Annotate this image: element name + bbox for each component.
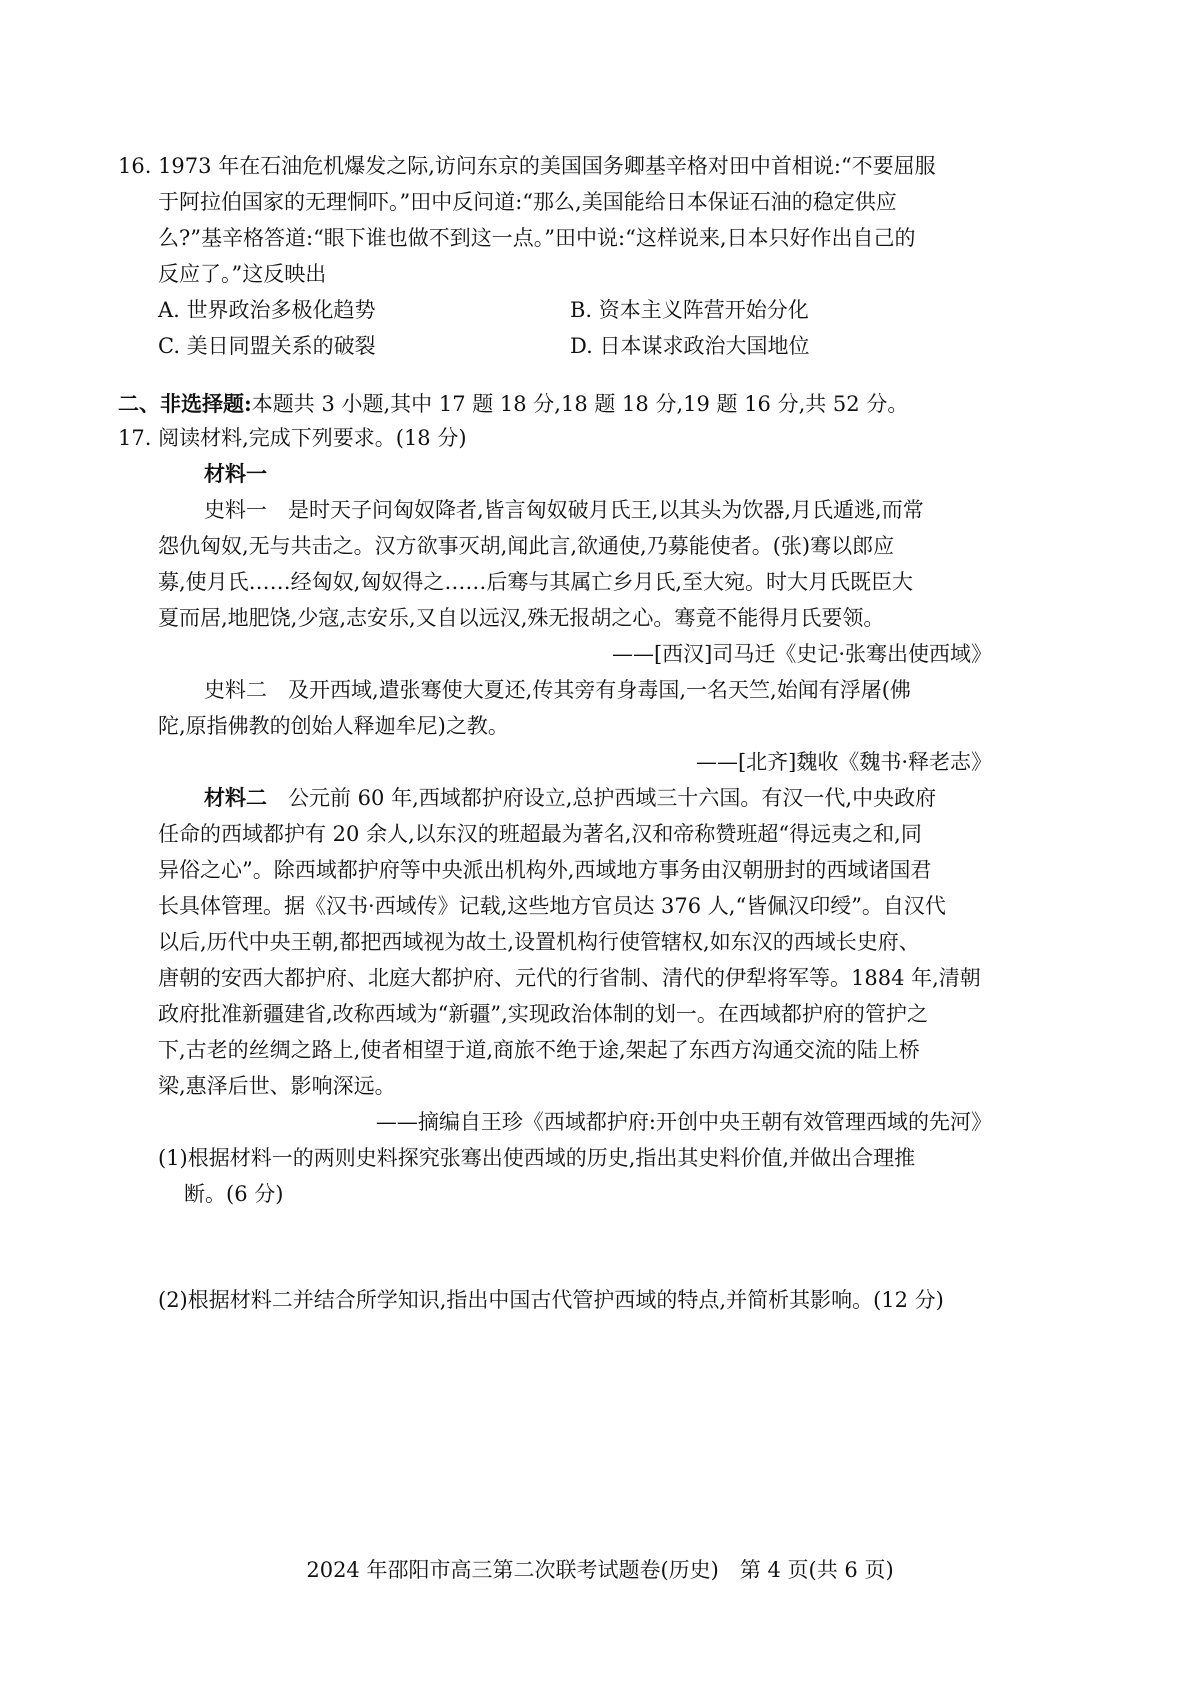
material-2-line-1 [204, 780, 936, 816]
material-2-line-3: 异俗之心”。除西域都护府等中央派出机构外,西域地方事务由汉朝册封的西域诸国君 [158, 858, 932, 882]
source-2-line-1: 史料二 及开西域,遣张骞使大夏还,传其旁有身毒国,一名天竺,始闻有浮屠(佛 [204, 678, 911, 702]
q16-stem-line-4: 反应了。”这反映出 [158, 262, 327, 286]
q16-stem-line-1: 16. 1973 年在石油危机爆发之际,访问东京的美国国务卿基辛格对田中首相说:“不要屈服 [118, 154, 936, 178]
subquestion-1-line-2: 断。(6 分) [184, 1182, 284, 1206]
material-1-title: 材料一 [204, 461, 267, 486]
page-footer: 2024 年邵阳市高三第二次联考试题卷(历史) 第 4 页(共 6 页) [306, 1558, 894, 1582]
section-2-label: 二、非选择题: [118, 391, 252, 416]
source-2-line-2: 陀,原指佛教的创始人释迦牟尼)之教。 [158, 714, 509, 738]
material-2-line-2: 任命的西域都护有 20 余人,以东汉的班超最为著名,汉和帝称赞班超“得远夷之和,同 [158, 822, 922, 846]
source-1-line-2: 怨仇匈奴,无与共击之。汉方欲事灭胡,闻此言,欲通使,乃募能使者。(张)骞以郎应 [158, 534, 895, 558]
source-1-line-1: 史料一 是时天子问匈奴降者,皆言匈奴破月氏王,以其头为饮器,月氏遁逃,而常 [204, 498, 924, 522]
q17-title: 17. 阅读材料,完成下列要求。(18 分) [118, 426, 467, 450]
q16-option-a: A. 世界政治多极化趋势 [158, 298, 376, 322]
section-2-description: 本题共 3 小题,其中 17 题 18 分,18 题 18 分,19 题 16 分,共 52 分。 [251, 392, 909, 416]
material-2-line-4: 长具体管理。据《汉书·西域传》记载,这些地方官员达 376 人,“皆佩汉印绶”。自汉代 [158, 894, 946, 918]
material-2-text-1: 公元前 60 年,西域都护府设立,总护西域三十六国。有汉一代,中央政府 [288, 786, 937, 810]
q16-stem-line-2: 于阿拉伯国家的无理恫吓。”田中反问道:“那么,美国能给日本保证石油的稳定供应 [158, 190, 897, 214]
q16-stem-line-3: 么?”基辛格答道:“眼下谁也做不到这一点。”田中说:“这样说来,日本只好作出自己的 [158, 226, 916, 250]
material-2-line-6: 唐朝的安西大都护府、北庭大都护府、元代的行省制、清代的伊犁将军等。1884 年,清朝 [158, 966, 981, 990]
section-2-heading [118, 386, 908, 422]
q16-option-c: C. 美日同盟关系的破裂 [158, 334, 376, 358]
material-2-line-5: 以后,历代中央王朝,都把西域视为故土,设置机构行使管辖权,如东汉的西域长史府、 [158, 930, 920, 954]
q16-option-d: D. 日本谋求政治大国地位 [570, 334, 810, 358]
subquestion-2: (2)根据材料二并结合所学知识,指出中国古代管护西域的特点,并简析其影响。(12 分) [158, 1288, 944, 1312]
material-2-line-7: 政府批准新疆建省,改称西域为“新疆”,实现政治体制的划一。在西域都护府的管护之 [158, 1002, 928, 1026]
source-1-line-3: 募,使月氏……经匈奴,匈奴得之……后骞与其属亡乡月氏,至大宛。时大月氏既臣大 [158, 570, 914, 594]
material-2-line-9: 梁,惠泽后世、影响深远。 [158, 1074, 396, 1098]
q16-option-b: B. 资本主义阵营开始分化 [570, 298, 809, 322]
material-2-citation: ——摘编自王珍《西域都护府:开创中央王朝有效管理西域的先河》 [375, 1110, 992, 1134]
material-2-title: 材料二 [204, 785, 267, 810]
source-1-citation: ——[西汉]司马迁《史记·张骞出使西域》 [611, 642, 992, 666]
material-2-line-8: 下,古老的丝绸之路上,使者相望于道,商旅不绝于途,架起了东西方沟通交流的陆上桥 [158, 1038, 920, 1062]
subquestion-1-line-1: (1)根据材料一的两则史料探究张骞出使西域的历史,指出其史料价值,并做出合理推 [158, 1146, 916, 1170]
source-2-citation: ——[北齐]魏收《魏书·释老志》 [695, 750, 992, 774]
source-1-line-4: 夏而居,地肥饶,少寇,志安乐,又自以远汉,殊无报胡之心。骞竟不能得月氏要领。 [158, 606, 885, 630]
